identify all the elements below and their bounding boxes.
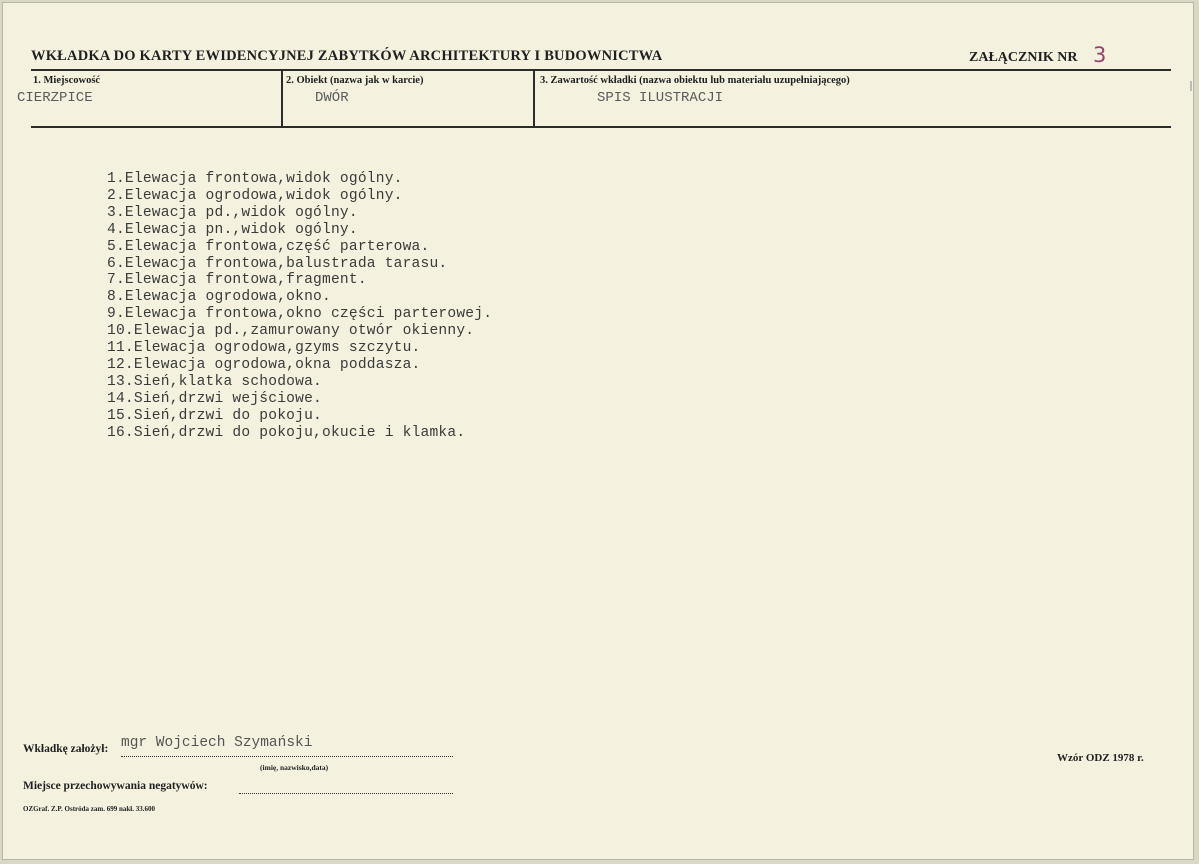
content-label: 3. Zawartość wkładki (nazwa obiektu lub materiału uzupełniającego) [540, 75, 850, 86]
illustration-item: 1.Elewacja frontowa,widok ogólny. [107, 171, 403, 187]
illustration-item: 5.Elewacja frontowa,część parterowa. [107, 238, 430, 255]
negatives-label: Miejsce przechowywania negatywów: [23, 780, 208, 792]
illustration-list [107, 171, 492, 442]
illustration-item: 15.Sień,drzwi do pokoju. [107, 407, 322, 424]
created-by-line [121, 756, 453, 757]
illustration-item: 12.Elewacja ogrodowa,okna poddasza. [107, 356, 421, 373]
illustration-item: 7.Elewacja frontowa,fragment. [107, 272, 367, 289]
field-divider-1 [281, 71, 283, 126]
content-value: SPIS ILUSTRACJI [597, 90, 724, 106]
printer-note: OZGraf. Z.P. Ostróda zam. 699 nakł. 33.600 [23, 805, 155, 813]
locality-value: CIERZPICE [17, 90, 93, 106]
illustration-item: 8.Elewacja ogrodowa,okno. [107, 289, 331, 306]
illustration-item: 16.Sień,drzwi do pokoju,okucie i klamka. [107, 424, 466, 441]
form-title: WKŁADKA DO KARTY EWIDENCYJNEJ ZABYTKÓW ARCHITEKTURY I BUDOWNICTWA [31, 48, 663, 64]
header-rule-top [31, 69, 1171, 71]
object-value: DWÓR [315, 90, 349, 106]
negatives-line [239, 793, 453, 794]
created-by-hint: (imię, nazwisko,data) [260, 763, 329, 772]
illustration-item: 14.Sień,drzwi wejściowe. [107, 390, 322, 407]
created-by-value: mgr Wojciech Szymański [121, 735, 313, 751]
created-by-label: Wkładkę założył: [23, 743, 109, 755]
attachment-label: ZAŁĄCZNIK NR [969, 50, 1078, 65]
illustration-item: 3.Elewacja pd.,widok ogólny. [107, 204, 358, 221]
illustration-item: 6.Elewacja frontowa,balustrada tarasu. [107, 255, 448, 272]
illustration-item: 13.Sień,klatka schodowa. [107, 373, 322, 390]
illustration-item: 11.Elewacja ogrodowa,gzyms szczytu. [107, 340, 421, 357]
header-rule-bottom [31, 126, 1171, 128]
inventory-card-insert [2, 2, 1194, 860]
edge-mark [1190, 81, 1192, 91]
object-label: 2. Obiekt (nazwa jak w karcie) [286, 75, 424, 86]
illustration-item: 4.Elewacja pn.,widok ogólny. [107, 221, 358, 238]
illustration-item: 10.Elewacja pd.,zamurowany otwór okienny. [107, 323, 475, 340]
illustration-item: 9.Elewacja frontowa,okno części parterowej. [107, 306, 493, 323]
illustration-item: 2.Elewacja ogrodowa,widok ogólny. [107, 187, 403, 204]
attachment-number: 3 [1093, 43, 1107, 67]
field-divider-2 [533, 71, 535, 126]
locality-label: 1. Miejscowość [33, 75, 101, 86]
form-pattern: Wzór ODZ 1978 r. [1057, 752, 1144, 764]
